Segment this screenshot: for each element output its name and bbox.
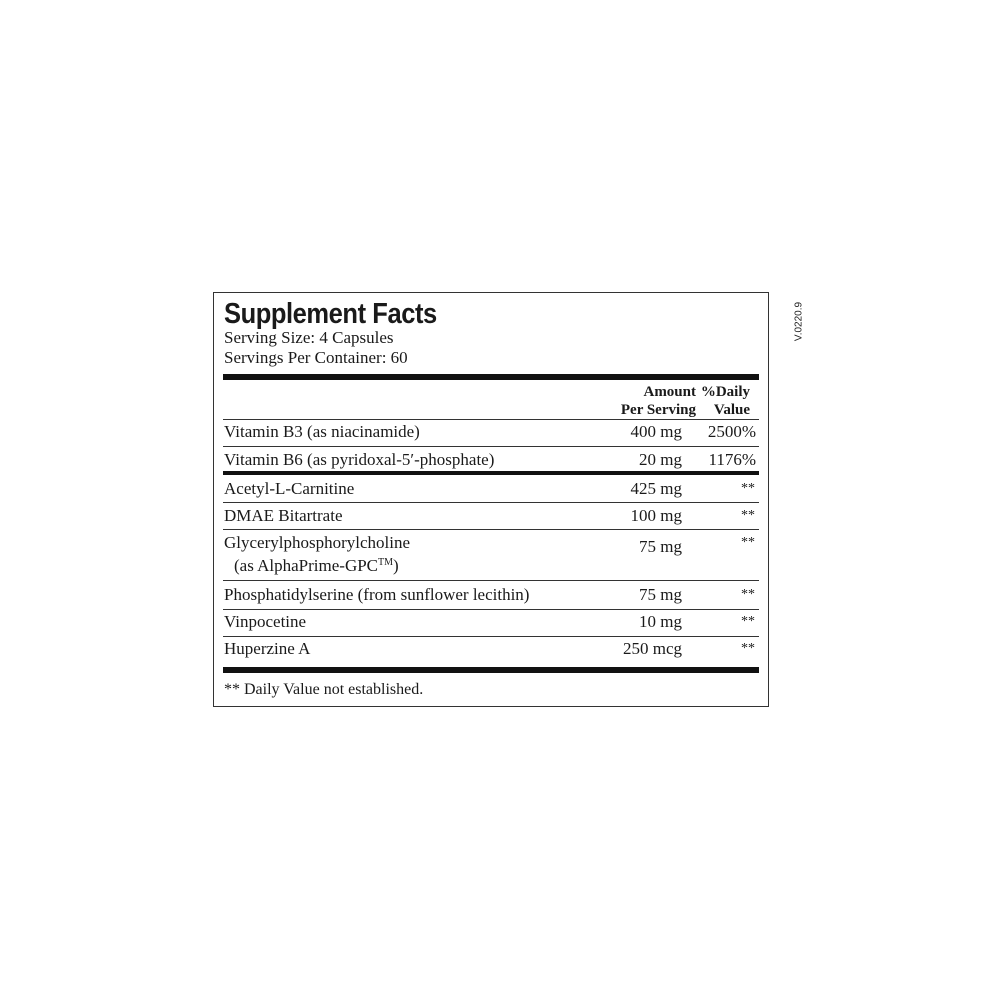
nutrient-daily-value: 2500% (707, 422, 756, 441)
row-divider (223, 419, 759, 420)
panel-title: Supplement Facts (224, 298, 437, 330)
nutrient-amount: 250 mcg (622, 639, 682, 658)
supplement-facts-panel (213, 292, 769, 707)
nutrient-amount: 100 mg (630, 506, 682, 525)
dv-header-line2: Value (713, 402, 750, 418)
nutrient-amount: 75 mg (639, 537, 682, 556)
row-divider (223, 446, 759, 447)
row-divider (223, 609, 759, 610)
nutrient-amount: 400 mg (630, 422, 682, 441)
nutrient-name: Vitamin B6 (as pyridoxal-5′-phosphate) (224, 450, 495, 469)
servings-per-container: Servings Per Container: 60 (224, 348, 408, 367)
nutrient-daily-value: ** (741, 535, 755, 550)
row-divider (223, 580, 759, 581)
nutrient-daily-value: ** (741, 508, 755, 523)
row-divider (223, 636, 759, 637)
nutrient-name: Phosphatidylserine (from sunflower lecithin) (224, 585, 530, 604)
nutrient-name: Huperzine A (224, 639, 311, 658)
section-rule (223, 471, 759, 475)
amount-header-line2: Per Serving (620, 402, 696, 418)
dv-header-line1: %Daily (700, 384, 750, 400)
header-rule (223, 374, 759, 380)
nutrient-daily-value: ** (741, 587, 755, 602)
amount-header-line1: Amount (643, 384, 696, 400)
nutrient-amount: 425 mg (630, 479, 682, 498)
daily-value-header (701, 383, 750, 419)
amount-header (621, 383, 696, 419)
nutrient-amount: 75 mg (639, 585, 682, 604)
nutrient-name: Vitamin B3 (as niacinamide) (224, 422, 420, 441)
nutrient-name-main: Glycerylphosphorylcholine (224, 533, 411, 552)
nutrient-daily-value: ** (741, 641, 755, 656)
nutrient-source-close: ) (393, 556, 399, 575)
serving-size: Serving Size: 4 Capsules (224, 328, 394, 347)
footer-rule (223, 667, 759, 673)
nutrient-amount: 10 mg (639, 612, 682, 631)
nutrient-name: Acetyl-L-Carnitine (224, 479, 355, 498)
nutrient-name (224, 533, 410, 576)
footnote: ** Daily Value not established. (224, 681, 424, 698)
nutrient-name: DMAE Bitartrate (224, 506, 343, 525)
nutrient-name-source (224, 553, 410, 576)
nutrient-daily-value: ** (741, 481, 755, 496)
nutrient-name: Vinpocetine (224, 612, 307, 631)
version-code: V.0220.9 (793, 301, 805, 342)
nutrient-source-text: (as AlphaPrime-GPC (234, 556, 379, 575)
trademark-mark: TM (378, 557, 394, 568)
row-divider (223, 502, 759, 503)
nutrient-amount: 20 mg (639, 450, 682, 469)
nutrient-daily-value: 1176% (708, 450, 756, 469)
row-divider (223, 529, 759, 530)
nutrient-daily-value: ** (741, 614, 755, 629)
